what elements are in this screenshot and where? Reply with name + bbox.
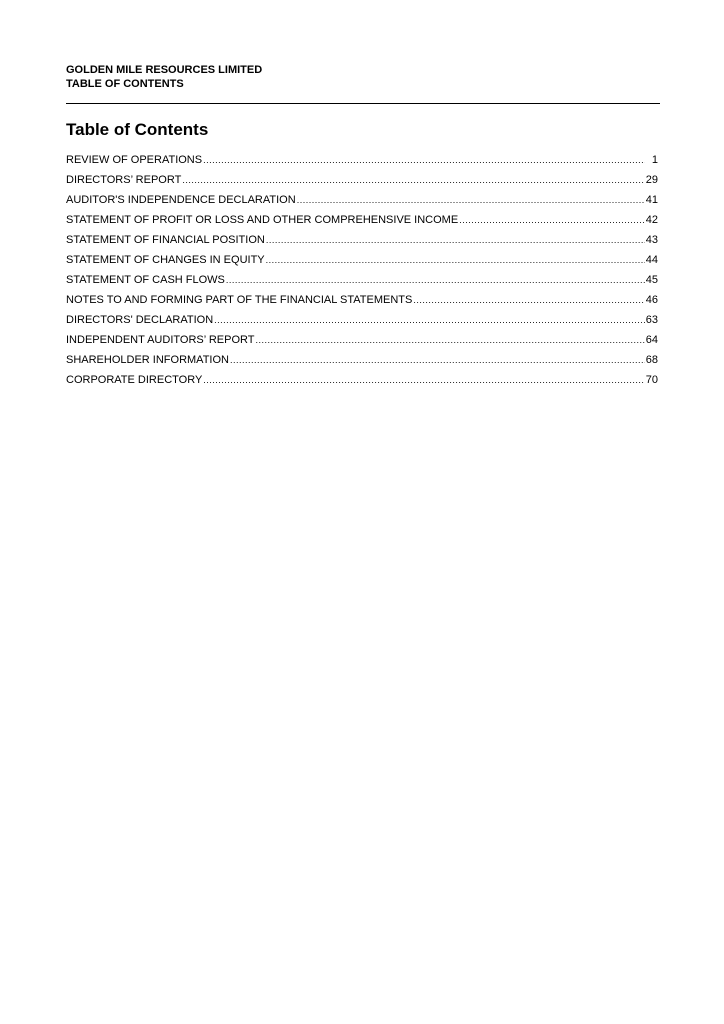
toc-entry-label: AUDITOR'S INDEPENDENCE DECLARATION [66, 194, 296, 206]
toc-entry-page: 29 [645, 174, 658, 186]
toc-entry-page: 44 [645, 254, 658, 266]
toc-leader-dots [203, 152, 645, 168]
toc-entry-page: 70 [645, 374, 658, 386]
toc-entry-independent-auditors-report[interactable] [66, 332, 658, 352]
toc-leader-dots [266, 232, 645, 248]
toc-entry-page: 1 [651, 154, 658, 166]
toc-entry-page: 45 [645, 274, 658, 286]
toc-leader-dots [297, 192, 645, 208]
company-name: GOLDEN MILE RESOURCES LIMITED [66, 64, 263, 76]
toc-leader-dots [226, 272, 645, 288]
toc-entry-statement-of-profit-or-loss[interactable] [66, 212, 658, 232]
toc-entry-label: INDEPENDENT AUDITORS’ REPORT [66, 334, 255, 346]
toc-entry-label: SHAREHOLDER INFORMATION [66, 354, 229, 366]
toc-leader-dots [255, 332, 644, 348]
toc-entry-corporate-directory[interactable] [66, 372, 658, 392]
toc-leader-dots [203, 372, 644, 388]
header-section-title: TABLE OF CONTENTS [66, 78, 184, 90]
toc-entry-label: REVIEW OF OPERATIONS [66, 154, 203, 166]
toc-entry-page: 68 [645, 354, 658, 366]
toc-entry-shareholder-information[interactable] [66, 352, 658, 372]
toc-entry-label: STATEMENT OF CHANGES IN EQUITY [66, 254, 265, 266]
toc-entry-statement-of-financial-position[interactable] [66, 232, 658, 252]
toc-entry-directors-report[interactable] [66, 172, 658, 192]
header-divider [66, 103, 660, 104]
toc-entry-label: CORPORATE DIRECTORY [66, 374, 203, 386]
toc-entry-statement-of-cash-flows[interactable] [66, 272, 658, 292]
toc-entry-auditors-independence-declaration[interactable] [66, 192, 658, 212]
toc-leader-dots [266, 252, 645, 268]
toc-entry-label: DIRECTORS’ REPORT [66, 174, 182, 186]
toc-entry-page: 46 [645, 294, 658, 306]
toc-entry-page: 41 [645, 194, 658, 206]
toc-list [66, 152, 658, 392]
toc-entry-page: 64 [645, 334, 658, 346]
toc-entry-page: 63 [645, 314, 658, 326]
toc-entry-page: 43 [645, 234, 658, 246]
toc-entry-statement-of-changes-in-equity[interactable] [66, 252, 658, 272]
toc-leader-dots [413, 292, 644, 308]
toc-entry-label: STATEMENT OF PROFIT OR LOSS AND OTHER COMPREHENSIVE INCOME [66, 214, 459, 226]
toc-entry-review-of-operations[interactable] [66, 152, 658, 172]
document-header [66, 63, 262, 91]
toc-leader-dots [230, 352, 645, 368]
toc-leader-dots [182, 172, 644, 188]
toc-entry-label: NOTES TO AND FORMING PART OF THE FINANCIAL STATEMENTS [66, 294, 413, 306]
toc-entry-directors-declaration[interactable] [66, 312, 658, 332]
toc-leader-dots [214, 312, 645, 328]
toc-entry-label: DIRECTORS' DECLARATION [66, 314, 214, 326]
toc-entry-page: 42 [645, 214, 658, 226]
toc-entry-label: STATEMENT OF CASH FLOWS [66, 274, 225, 286]
toc-entry-label: STATEMENT OF FINANCIAL POSITION [66, 234, 265, 246]
toc-entry-notes-to-financial-statements[interactable] [66, 292, 658, 312]
toc-heading: Table of Contents [66, 120, 209, 139]
toc-leader-dots [459, 212, 645, 228]
